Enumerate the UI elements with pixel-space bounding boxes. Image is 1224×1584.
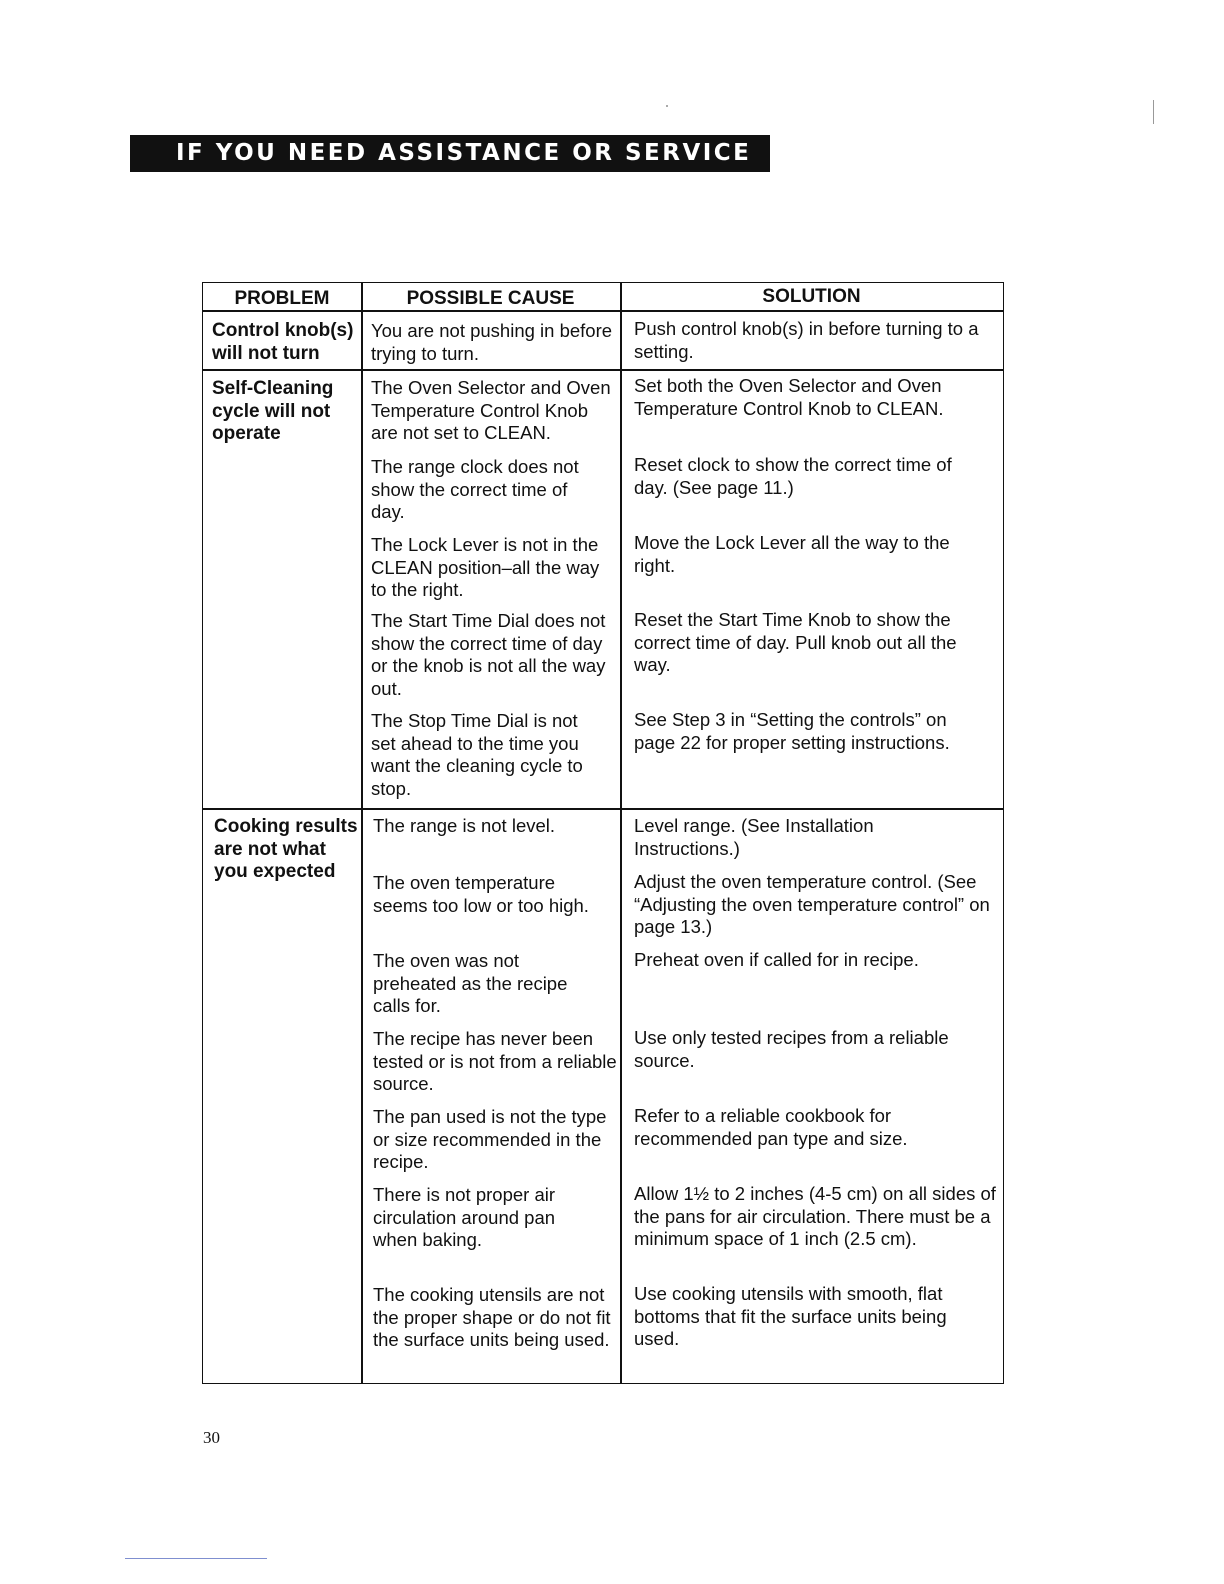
group-divider [203,369,1003,371]
cause-cell: The range is not level. [373,815,556,836]
cause-cell: The oven was not preheated as the recipe calls for. [373,950,568,1016]
column-divider [620,283,622,1383]
cause-cell: The oven temperature seems too low or too high. [373,872,589,916]
solution-cell: Use cooking utensils with smooth, flat bottoms that fit the surface units being used. [634,1283,947,1349]
solution-cell: Adjust the oven temperature control. (See “Adjusting the oven temperature control” on page 13.) [634,871,990,937]
solution-cell: Reset clock to show the correct time of day. (See page 11.) [634,454,952,498]
page-number: 30 [203,1428,220,1447]
problem-self-cleaning: Self-Cleaning cycle will not operate [212,378,334,444]
solution-cell: Preheat oven if called for in recipe. [634,949,919,970]
header-problem: PROBLEM [234,288,330,309]
cause-cell: The recipe has never been tested or is not from a reliable source. [373,1028,617,1094]
margin-mark [1153,100,1154,124]
troubleshooting-table [202,282,1004,1384]
section-banner: IF YOU NEED ASSISTANCE OR SERVICE [130,135,770,172]
solution-cell: Set both the Oven Selector and Oven Temperature Control Knob to CLEAN. [634,375,944,419]
solution-cell: Allow 1½ to 2 inches (4-5 cm) on all sides of the pans for air circulation. There must be a minimum space of 1 inch (2.5 cm). [634,1183,996,1249]
header-solution: SOLUTION [762,286,861,307]
problem-cooking-results: Cooking results are not what you expected [214,816,358,882]
cause-cell: The pan used is not the type or size recommended in the recipe. [373,1106,607,1172]
solution-cell: Push control knob(s) in before turning to a setting. [634,318,979,362]
header-divider [203,310,1003,312]
cause-cell: The Lock Lever is not in the CLEAN position–all the way to the right. [371,534,600,600]
cause-cell: The Start Time Dial does not show the correct time of day or the knob is not all the way out. [371,610,606,699]
solution-cell: Use only tested recipes from a reliable source. [634,1027,949,1071]
solution-cell: Level range. (See Installation Instructions.) [634,815,874,859]
solution-cell: Refer to a reliable cookbook for recommended pan type and size. [634,1105,908,1149]
group-divider [203,808,1003,810]
cause-cell: You are not pushing in before trying to turn. [371,320,613,364]
cause-cell: There is not proper air circulation around pan when baking. [373,1184,556,1250]
header-possible-cause: POSSIBLE CAUSE [406,288,575,309]
cause-cell: The Stop Time Dial is not set ahead to the time you want the cleaning cycle to stop. [371,710,583,799]
column-divider [361,283,363,1383]
footer-rule [125,1558,267,1559]
solution-cell: See Step 3 in “Setting the controls” on page 22 for proper setting instructions. [634,709,950,753]
problem-control-knobs: Control knob(s) will not turn [212,320,354,364]
cause-cell: The Oven Selector and Oven Temperature Control Knob are not set to CLEAN. [371,377,611,443]
scan-speck [666,105,668,107]
cause-cell: The cooking utensils are not the proper shape or do not fit the surface units being used. [373,1284,611,1350]
solution-cell: Move the Lock Lever all the way to the right. [634,532,950,576]
cause-cell: The range clock does not show the correct time of day. [371,456,579,522]
solution-cell: Reset the Start Time Knob to show the correct time of day. Pull knob out all the way. [634,609,957,675]
